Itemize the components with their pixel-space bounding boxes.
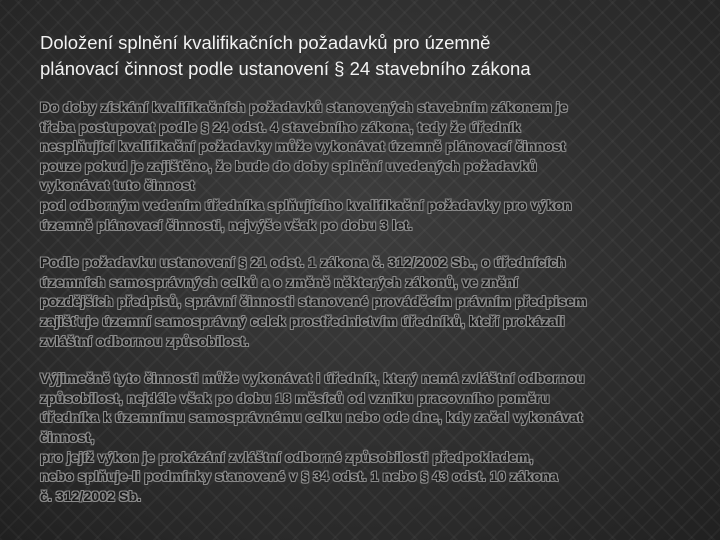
- paragraph-spacer: [40, 351, 710, 369]
- text-line: pro jejíž výkon je prokázání zvláštní odborné způsobilosti předpokladem,: [40, 448, 534, 465]
- text-line: Podle požadavku ustanovení § 21 odst. 1 zákona č. 312/2002 Sb., o úřednících: [40, 254, 566, 271]
- text-line: Do doby získání kvalifikačních požadavků stanovených stavebním zákonem je: [40, 99, 568, 115]
- text-line: úředníka k územnímu samosprávnému celku nebo ode dne, kdy začal vykonávat: [40, 409, 583, 426]
- slide-body: [40, 98, 710, 506]
- text-line: třeba postupovat podle § 24 odst. 4 stavebního zákona, tedy že úředník: [40, 118, 521, 135]
- text-line: činnost,: [40, 428, 95, 445]
- text-line: zajišťuje územní samosprávný celek prostřednictvím úředníků, kteří prokázali: [40, 312, 565, 329]
- paragraph-spacer: [40, 235, 710, 253]
- text-line: pouze pokud je zajištěno, že bude do doby splnění uvedených požadavků: [40, 157, 537, 174]
- text-line: Výjimečně tyto činnosti může vykonávat i úředník, který nemá zvláštní odbornou: [40, 370, 585, 387]
- text-line: územně plánovací činnosti, nejvýše však po dobu 3 let.: [40, 216, 413, 233]
- text-line: pod odborným vedením úředníka splňujícího kvalifikační požadavky pro výkon: [40, 196, 572, 213]
- text-line: způsobilost, nejdéle však po dobu 18 měsíců od vzniku pracovního poměru: [40, 389, 550, 406]
- text-line: č. 312/2002 Sb.: [40, 487, 142, 504]
- text-line: nebo splňuje-li podmínky stanovené v § 34 odst. 1 nebo § 43 odst. 10 zákona: [40, 468, 558, 485]
- text-line: vykonávat tuto činnost: [40, 177, 195, 194]
- text-line: zvláštní odbornou způsobilost.: [40, 332, 250, 349]
- paragraph-legal-requirement: [40, 253, 710, 351]
- title-line: Doložení splnění kvalifikačních požadavků pro územně: [40, 32, 491, 53]
- slide-title: [40, 30, 700, 82]
- text-line: územních samosprávných celků a o změně některých zákonů, ve znění: [40, 273, 519, 290]
- text-line: nesplňující kvalifikační požadavky může vykonávat územně plánovací činnost: [40, 138, 566, 155]
- title-line: plánovací činnost podle ustanovení § 24 stavebního zákona: [40, 58, 531, 79]
- text-line: pozdějších předpisů, správní činnosti stanovené prováděcím právním předpisem: [40, 293, 587, 310]
- paragraph-transition-period: [40, 98, 710, 235]
- paragraph-exception: [40, 369, 710, 506]
